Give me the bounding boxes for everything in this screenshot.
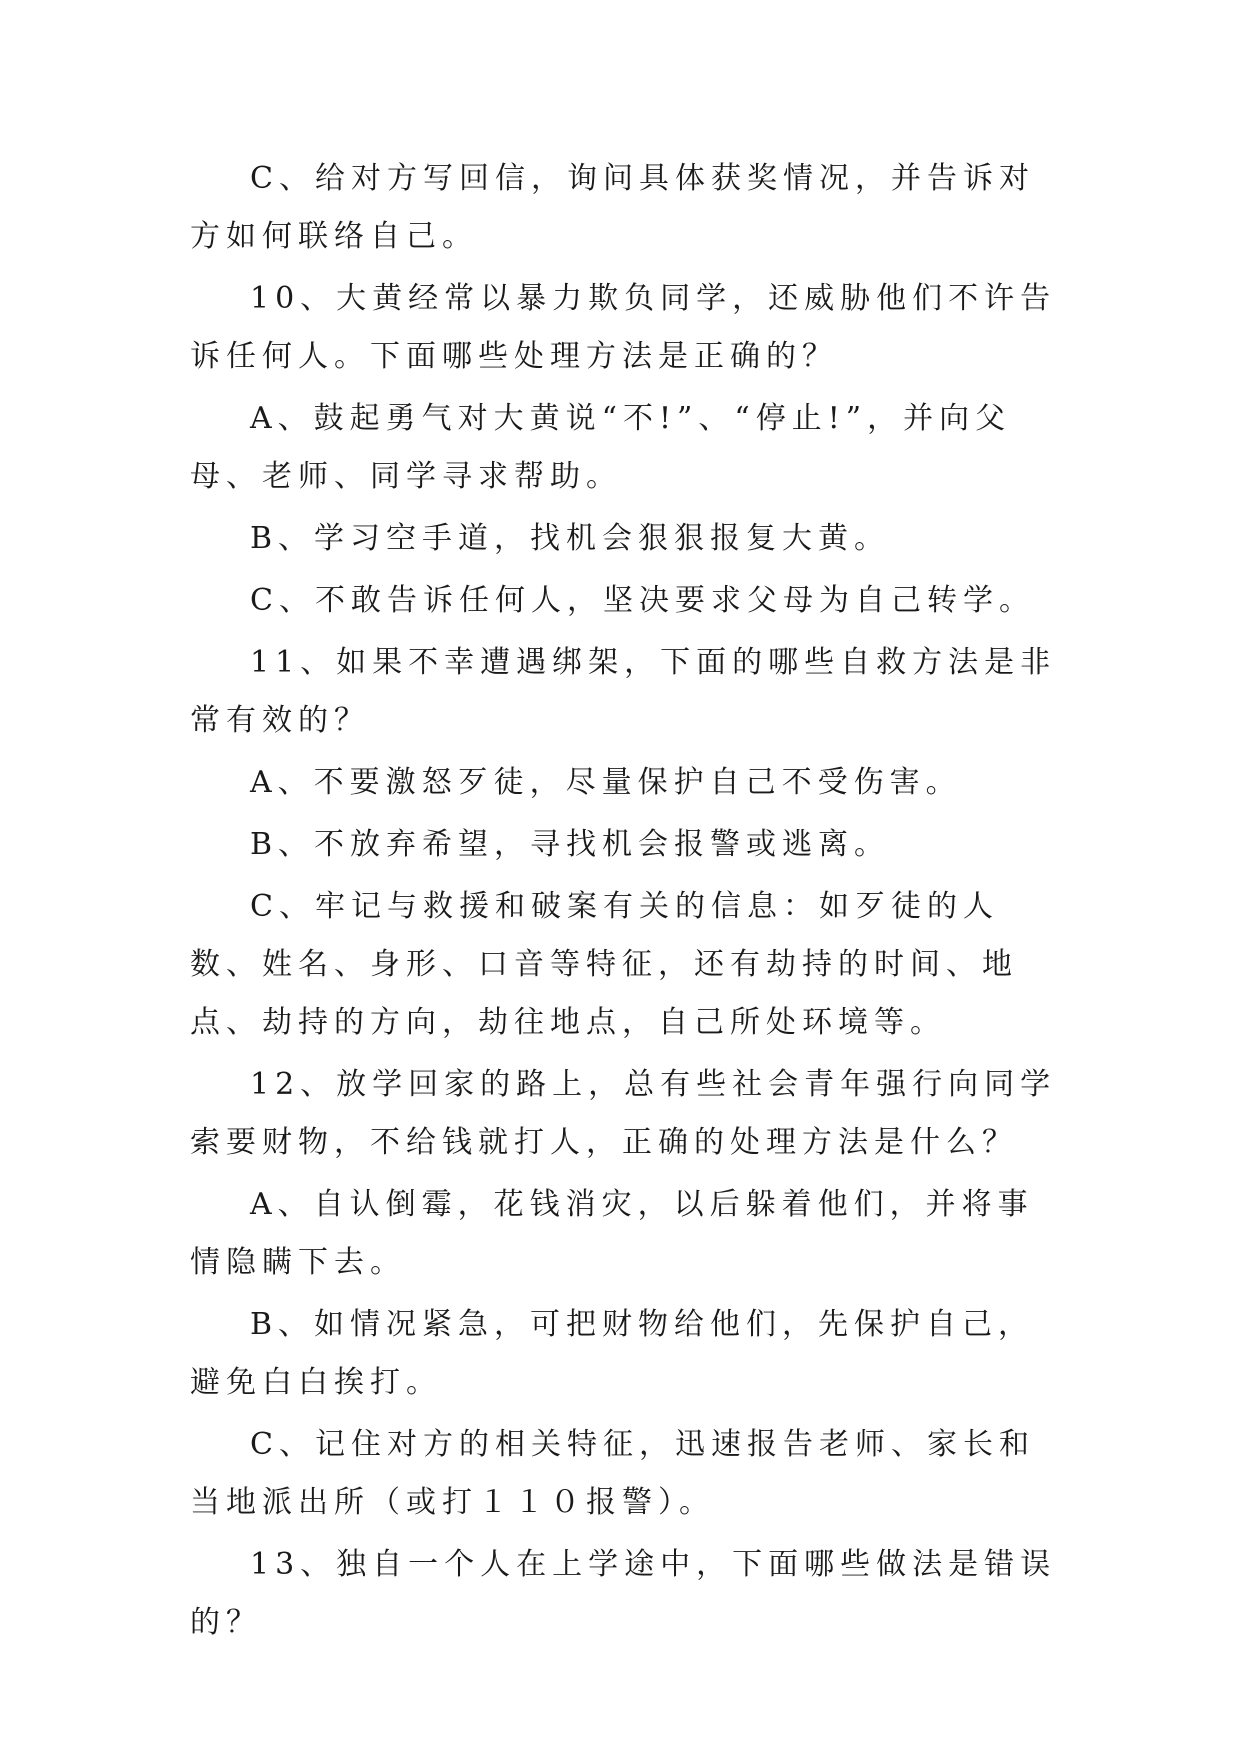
option-a-q10: A、鼓起勇气对大黄说“不!”、“停止!”，并向父母、老师、同学寻求帮助。: [190, 401, 1012, 494]
question-12: 12、放学回家的路上，总有些社会青年强行向同学索要财物，不给钱就打人，正确的处理方法是什么？: [190, 1067, 1057, 1160]
document-body: [190, 150, 1058, 1656]
option-c-q10: C、不敢告诉任何人，坚决要求父母为自己转学。: [250, 583, 1035, 618]
question-11: 11、如果不幸遭遇绑架，下面的哪些自救方法是非常有效的？: [190, 645, 1057, 738]
question-13: 13、独自一个人在上学途中，下面哪些做法是错误的？: [190, 1547, 1057, 1640]
option-a-q11: A、不要激怒歹徒，尽量保护自己不受伤害。: [250, 765, 962, 800]
option-b-q11: B、不放弃希望，寻找机会报警或逃离。: [250, 827, 891, 862]
option-b-q12: B、如情况紧急，可把财物给他们，先保护自己，避免白白挨打。: [190, 1307, 1035, 1400]
option-c-q11: C、牢记与救援和破案有关的信息：如歹徒的人数、姓名、身形、口音等特征，还有劫持的时间、地点、劫持的方向，劫往地点，自己所处环境等。: [190, 889, 1018, 1040]
question-10: 10、大黄经常以暴力欺负同学，还威胁他们不许告诉任何人。下面哪些处理方法是正确的？: [190, 281, 1057, 374]
option-a-q12: A、自认倒霉，花钱消灾，以后躲着他们，并将事情隐瞒下去。: [190, 1187, 1034, 1280]
option-c-q12: C、记住对方的相关特征，迅速报告老师、家长和当地派出所（或打１１０报警）。: [190, 1427, 1035, 1520]
option-b-q10: B、学习空手道，找机会狠狠报复大黄。: [250, 521, 891, 556]
option-c-q9: C、给对方写回信，询问具体获奖情况，并告诉对方如何联络自己。: [190, 161, 1035, 254]
